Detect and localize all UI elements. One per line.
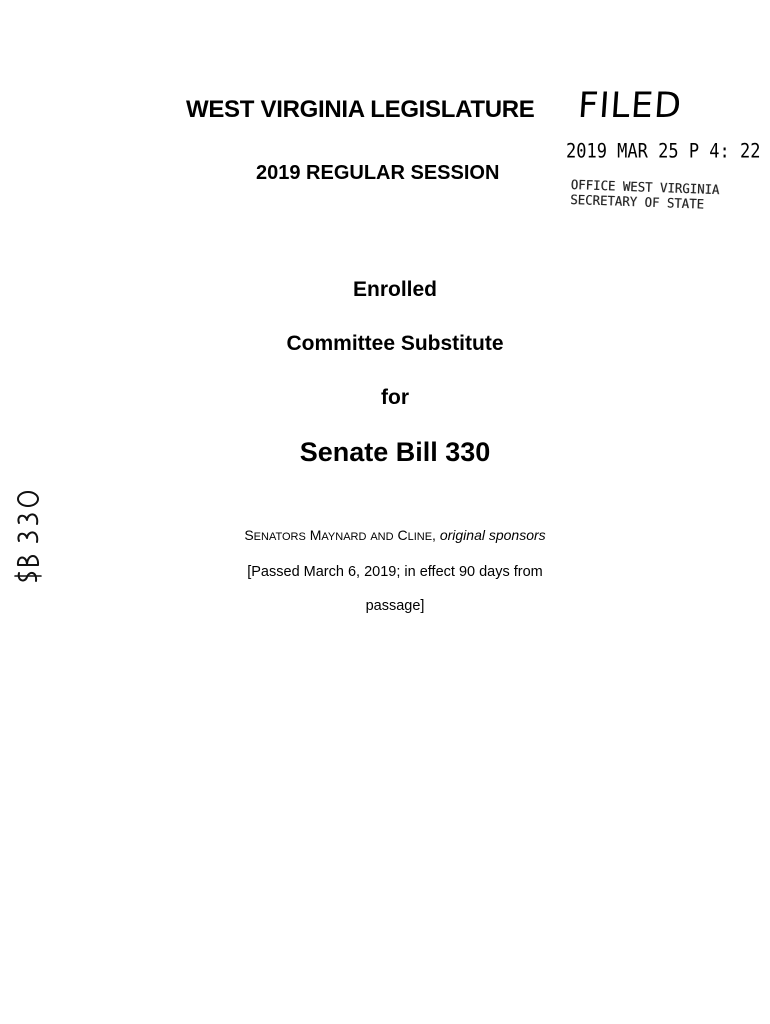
session-heading: 2019 REGULAR SESSION — [256, 162, 500, 184]
stamp-office-line2: SECRETARY OF STATE — [569, 192, 705, 213]
handwritten-margin-note — [8, 478, 48, 588]
sponsor-2-cap: C — [397, 527, 408, 543]
sponsors-prefix-cap: S — [244, 527, 254, 543]
sponsor-2-rest: LINE — [407, 531, 433, 543]
bill-type: Committee Substitute — [286, 332, 504, 355]
legislature-heading: WEST VIRGINIA LEGISLATURE — [186, 96, 535, 123]
bill-status: Enrolled — [352, 278, 437, 301]
sponsors-comma: , — [432, 527, 440, 543]
bill-for: for — [381, 386, 409, 409]
sponsors-line — [0, 527, 770, 543]
stamp-office — [570, 178, 720, 213]
passage-line-2: passage] — [365, 598, 425, 614]
sponsor-1-rest: AYNARD — [321, 531, 367, 543]
sponsors-prefix-rest: ENATORS — [253, 531, 306, 543]
stamp-office-line1: OFFICE WEST VIRGINIA — [570, 178, 720, 199]
passage-line-1: [Passed March 6, 2019; in effect 90 days from — [247, 564, 543, 580]
stamp-datetime: 2019 MAR 25 P 4: 22 — [566, 140, 761, 163]
bill-title: Senate Bill 330 — [299, 437, 491, 467]
filed-stamp: FILED — [576, 86, 684, 126]
sponsors-and: AND — [370, 531, 394, 543]
sponsor-1-cap: M — [309, 527, 322, 543]
sponsors-suffix: original sponsors — [439, 527, 546, 543]
